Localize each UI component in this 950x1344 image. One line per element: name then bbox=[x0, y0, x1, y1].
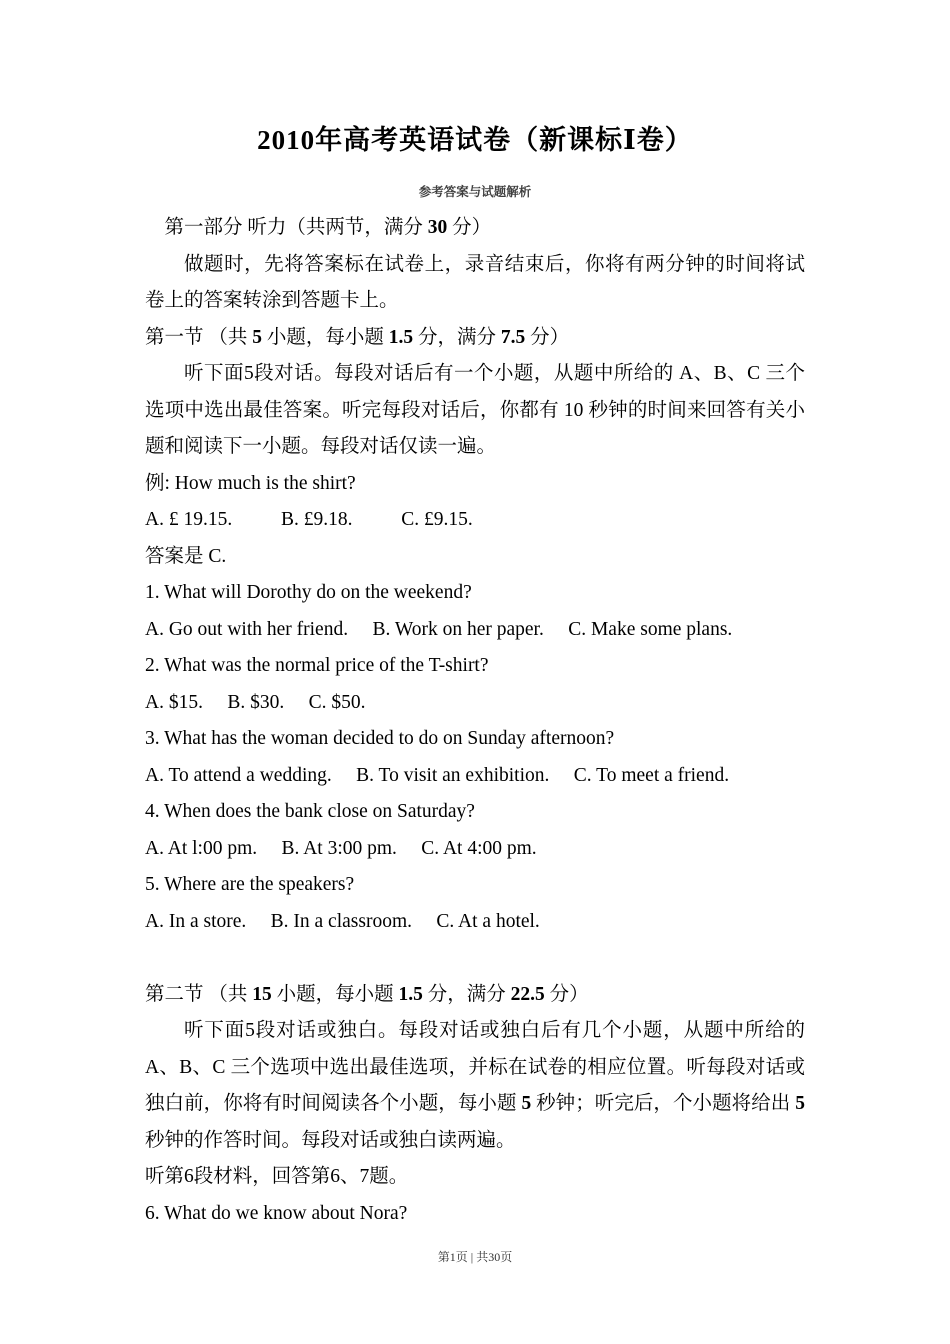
text-segment: 听下面5段对话或独白。每段对话或独白后有几个小题，从题中所给的 A、B、C 三个选项中选出最佳选项，并标在试卷的相应位置。听每段对话或独白前，你将有时间阅读各个小题，每小题 bbox=[145, 1020, 805, 1114]
paragraph bbox=[145, 466, 805, 503]
paragraph bbox=[145, 685, 805, 722]
paragraph bbox=[145, 831, 805, 868]
paragraph bbox=[145, 648, 805, 685]
text-segment: 秒钟的作答时间。每段对话或独白读两遍。 bbox=[145, 1129, 516, 1151]
text-segment: 3. What has the woman decided to do on Sunday afternoon? bbox=[145, 728, 615, 749]
text-segment: 分） bbox=[525, 326, 570, 348]
text-segment: 例: How much is the shirt? bbox=[145, 472, 356, 494]
text-segment: 做题时，先将答案标在试卷上，录音结束后，你将有两分钟的时间将试卷上的答案转涂到答题卡上。 bbox=[145, 253, 805, 311]
text-segment: 1.5 bbox=[398, 983, 423, 1005]
paragraph bbox=[145, 575, 805, 612]
text-segment: 答案是 C. bbox=[145, 545, 227, 567]
text-segment: 5 bbox=[521, 1093, 532, 1114]
text-segment: 第二节 （共 bbox=[145, 983, 253, 1005]
document-body bbox=[145, 210, 805, 1232]
text-segment: 5 bbox=[252, 326, 263, 348]
text-segment: 第一节 （共 bbox=[145, 326, 253, 348]
document-subtitle: 参考答案与试题解析 bbox=[418, 185, 532, 199]
text-segment: 分） bbox=[447, 217, 492, 238]
paragraph bbox=[145, 721, 805, 758]
text-segment: 分） bbox=[544, 983, 589, 1005]
blank-line bbox=[145, 940, 805, 977]
text-segment: 6. What do we know about Nora? bbox=[145, 1202, 408, 1224]
paragraph bbox=[145, 758, 805, 795]
text-segment: 15 bbox=[252, 983, 272, 1005]
text-segment: 分，满分 bbox=[413, 326, 501, 348]
text-segment: 7.5 bbox=[500, 326, 526, 348]
text-segment: 秒钟；听完后，个小题将给出 bbox=[531, 1093, 796, 1114]
text-segment: 小题，每小题 bbox=[271, 983, 399, 1005]
text-segment: 1. What will Dorothy do on the weekend? bbox=[145, 582, 472, 603]
paragraph bbox=[145, 794, 805, 831]
paragraph bbox=[145, 867, 805, 904]
text-segment: 30 bbox=[427, 217, 448, 238]
paragraph bbox=[145, 904, 805, 941]
paragraph bbox=[145, 502, 805, 539]
paragraph bbox=[145, 1196, 805, 1233]
text-segment: 5 bbox=[795, 1093, 805, 1114]
paragraph bbox=[145, 320, 805, 357]
paragraph bbox=[145, 977, 805, 1014]
page-footer bbox=[0, 1248, 950, 1265]
text-segment: 22.5 bbox=[510, 983, 545, 1005]
paragraph bbox=[145, 1013, 805, 1159]
text-segment: 第一部分 听力（共两节，满分 bbox=[164, 217, 428, 238]
text-segment: A. At l:00 pm. B. At 3:00 pm. C. At 4:00 pm. bbox=[145, 837, 537, 859]
paragraph bbox=[145, 539, 805, 576]
text-segment: A. $15. B. $30. C. $50. bbox=[145, 691, 366, 713]
paragraph bbox=[145, 356, 805, 466]
page-number-indicator: 第1页 | 共30页 bbox=[437, 1250, 513, 1264]
paragraph bbox=[145, 1159, 805, 1196]
document-title: 2010年高考英语试卷（新课标Ⅰ卷） bbox=[257, 125, 693, 155]
text-segment: 1.5 bbox=[388, 326, 414, 348]
paragraph bbox=[145, 247, 805, 320]
text-segment: 小题，每小题 bbox=[262, 326, 389, 348]
text-segment: 听下面5段对话。每段对话后有一个小题，从题中所给的 A、B、C 三个选项中选出最佳答案。听完每段对话后，你都有 10 秒钟的时间来回答有关小题和阅读下一小题。每段对话仅读一遍。 bbox=[145, 363, 805, 457]
text-segment: 分，满分 bbox=[422, 983, 511, 1005]
text-segment: 4. When does the bank close on Saturday? bbox=[145, 801, 475, 822]
text-segment: 听第6段材料，回答第6、7题。 bbox=[145, 1166, 409, 1187]
paragraph bbox=[145, 612, 805, 649]
text-segment: A. To attend a wedding. B. To visit an exhibition. C. To meet a friend. bbox=[145, 764, 730, 786]
paragraph bbox=[145, 210, 805, 247]
text-segment: 2. What was the normal price of the T-shirt? bbox=[145, 655, 489, 676]
text-segment: A. Go out with her friend. B. Work on her paper. C. Make some plans. bbox=[145, 618, 733, 640]
text-segment: A. £ 19.15. B. £9.18. C. £9.15. bbox=[145, 509, 473, 530]
text-segment: 5. Where are the speakers? bbox=[145, 874, 355, 895]
text-segment: A. In a store. B. In a classroom. C. At a hotel. bbox=[145, 910, 540, 932]
